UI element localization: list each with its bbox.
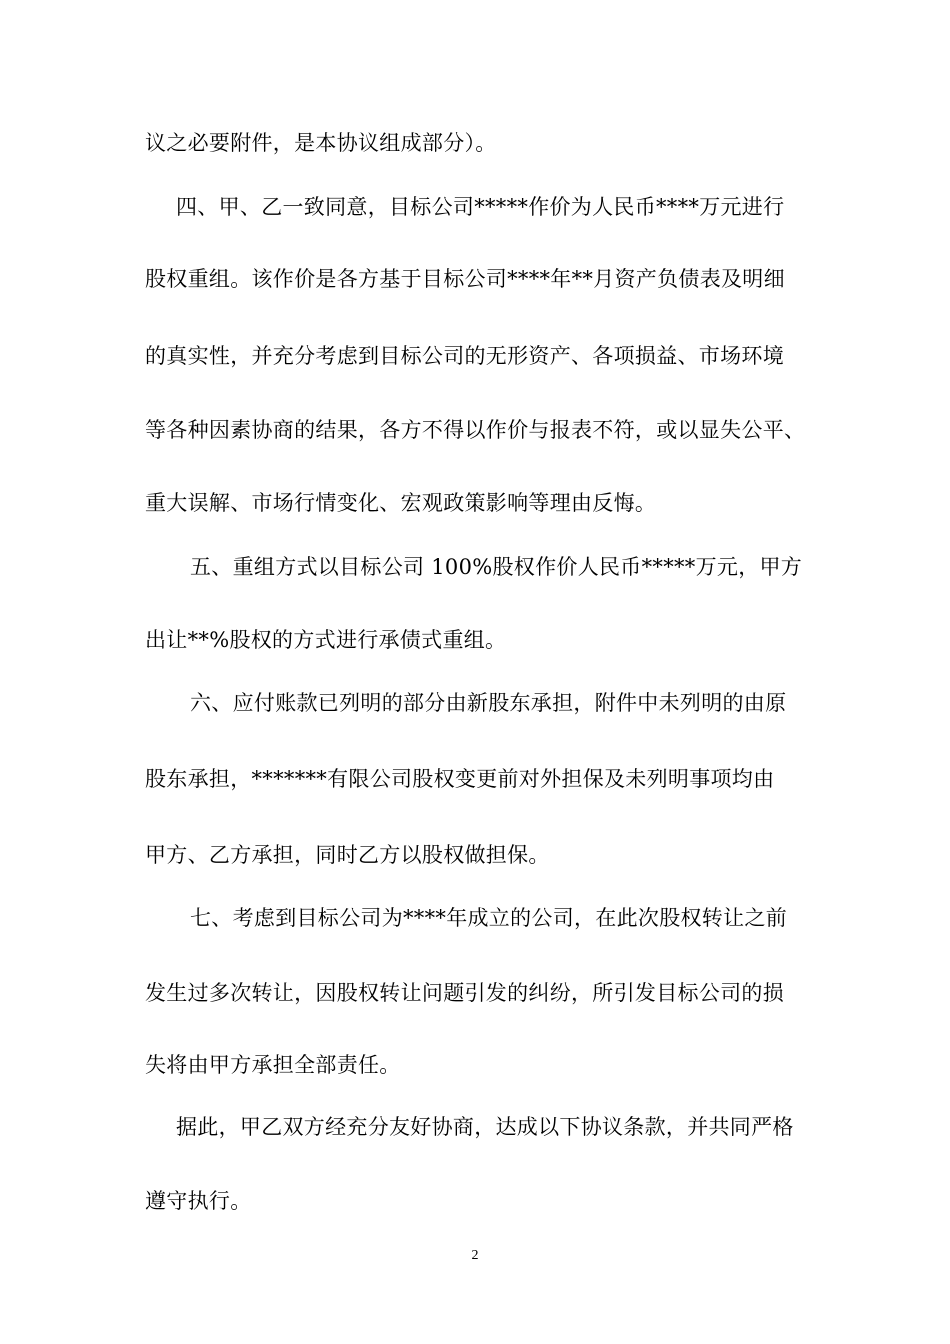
page-number: 2 [471, 1248, 479, 1263]
text-line: 的真实性，并充分考虑到目标公司的无形资产、各项损益、市场环境 [145, 344, 784, 368]
text-line: 等各种因素协商的结果，各方不得以作价与报表不符，或以显失公平、 [145, 418, 806, 442]
text-line: 遵守执行。 [145, 1189, 252, 1213]
text-line: 重大误解、市场行情变化、宏观政策影响等理由反悔。 [145, 491, 657, 515]
text-line: 股东承担，*******有限公司股权变更前对外担保及未列明事项均由 [145, 767, 775, 791]
paragraph-four-start: 四、甲、乙一致同意，目标公司*****作价为人民币****万元进行 [176, 195, 785, 219]
text-line: 发生过多次转让，因股权转让问题引发的纠纷，所引发目标公司的损 [145, 981, 784, 1005]
paragraph-conclusion-start: 据此，甲乙双方经充分友好协商，达成以下协议条款，并共同严格 [176, 1115, 794, 1139]
text-line: 甲方、乙方承担，同时乙方以股权做担保。 [145, 843, 550, 867]
paragraph-seven-start: 七、考虑到目标公司为****年成立的公司，在此次股权转让之前 [190, 906, 787, 930]
paragraph-five-start: 五、重组方式以目标公司 100%股权作价人民币*****万元，甲方 [190, 555, 803, 579]
text-line: 股权重组。该作价是各方基于目标公司****年**月资产负债表及明细 [145, 267, 785, 291]
paragraph-six-start: 六、应付账款已列明的部分由新股东承担，附件中未列明的由原 [190, 691, 787, 715]
text-line: 失将由甲方承担全部责任。 [145, 1053, 401, 1077]
text-line: 议之必要附件，是本协议组成部分）。 [145, 131, 497, 155]
text-line: 出让**%股权的方式进行承债式重组。 [145, 628, 507, 652]
